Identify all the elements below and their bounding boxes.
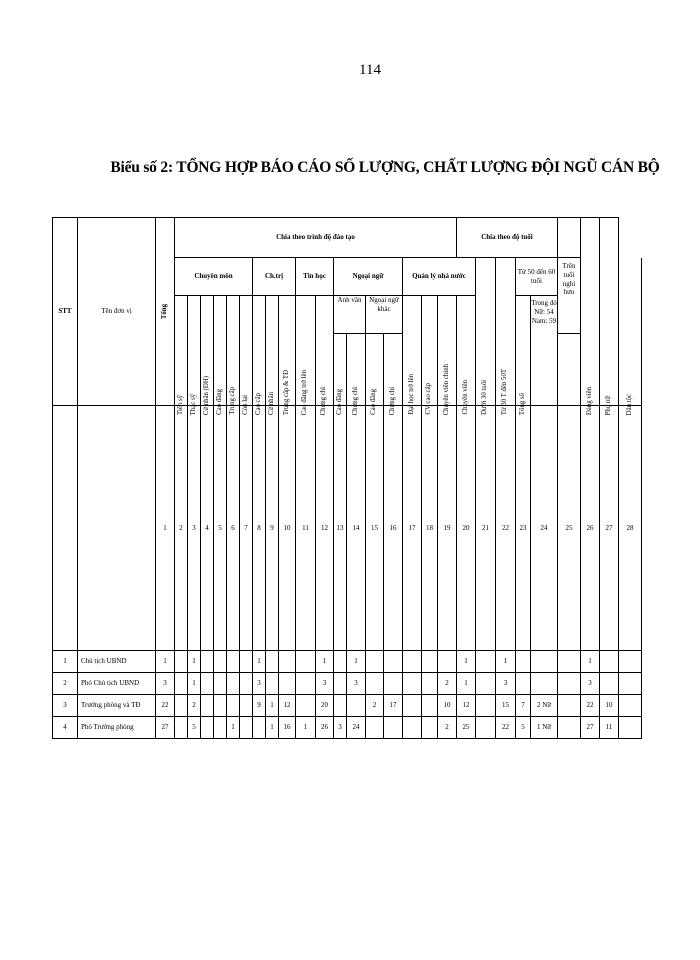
row-cell: 12: [457, 695, 476, 717]
row-cell: [422, 651, 438, 673]
row-cell: [279, 673, 296, 695]
table-row: [53, 651, 642, 673]
col-number: 27: [600, 406, 619, 651]
col-number: 23: [516, 406, 531, 651]
row-unit-name: Phó Chủ tịch UBND: [78, 673, 156, 695]
row-cell: 1: [188, 651, 201, 673]
col-label-dai-hoc-tro-len: Đại học trở lên: [407, 374, 415, 415]
row-cell: 27: [581, 717, 600, 739]
row-cell: [558, 717, 581, 739]
row-cell: 15: [496, 695, 516, 717]
chinh-tri-header: Ch.trị: [253, 258, 296, 296]
row-stt: 3: [53, 695, 78, 717]
col-number: 25: [558, 406, 581, 651]
age-50-60-header: Từ 50 đến 60 tuổi: [516, 258, 558, 296]
col-label-con-lai: Còn lại: [241, 395, 249, 415]
col-label-dan-toc: Dân tộc: [625, 393, 633, 415]
col-label-trung-cap-td: Trung cấp & TĐ: [282, 369, 290, 415]
row-cell: [558, 651, 581, 673]
table-row: [53, 673, 642, 695]
col-number: 4: [201, 406, 214, 651]
row-cell: 1: [227, 717, 240, 739]
col-label-thac-sy: Thạc sỹ: [189, 393, 197, 415]
stt-header: STT: [53, 218, 78, 406]
row-cell: 3: [496, 673, 516, 695]
col-label-av-cao-dang: Cao đẳng: [335, 389, 343, 415]
row-cell: [201, 717, 214, 739]
col-label-cao-dang: Cao đẳng: [215, 389, 223, 415]
row-cell: [619, 695, 642, 717]
row-stt: 4: [53, 717, 78, 739]
col-label-chuyen-vien-chinh: Chuyên viên chính: [442, 363, 450, 415]
col-label-chuyen-vien: Chuyên viên: [461, 380, 469, 415]
col-number: 28: [619, 406, 642, 651]
col-label-cu-nhan-dh: Cử nhân (ĐH): [202, 375, 210, 415]
row-unit-name: Chủ tịch UBND: [78, 651, 156, 673]
row-cell: [201, 651, 214, 673]
row-cell: [531, 673, 558, 695]
row-cell: 1: [581, 651, 600, 673]
row-cell: [175, 673, 188, 695]
row-cell: 1: [188, 673, 201, 695]
row-cell: [214, 717, 227, 739]
row-cell: [347, 695, 366, 717]
row-cell: 3: [347, 673, 366, 695]
total-header: Tổng: [156, 218, 175, 406]
col-number: 8: [253, 406, 266, 651]
row-cell: 20: [316, 695, 334, 717]
row-cell: 1: [347, 651, 366, 673]
row-cell: 3: [156, 673, 175, 695]
training-group-header: Chia theo trình độ đào tạo: [175, 218, 457, 258]
row-cell: [438, 651, 457, 673]
row-stt: 1: [53, 651, 78, 673]
col-number: 19: [438, 406, 457, 651]
row-cell: [227, 695, 240, 717]
row-cell: [175, 717, 188, 739]
row-cell: [296, 695, 316, 717]
row-cell: 7: [516, 695, 531, 717]
col-label-dang-vien: Đảng viên: [585, 386, 593, 415]
chuyen-mon-header: Chuyên môn: [175, 258, 253, 296]
col-number: 6: [227, 406, 240, 651]
unit-name-header: Tên đơn vị: [78, 218, 156, 406]
row-cell: [558, 673, 581, 695]
row-cell: 9: [253, 695, 266, 717]
row-cell: [334, 651, 347, 673]
col-label-tong-so: Tổng số: [518, 392, 526, 415]
row-unit-name: Trưởng phòng và TĐ: [78, 695, 156, 717]
col-number: 26: [581, 406, 600, 651]
row-cell: 1: [253, 651, 266, 673]
row-cell: [296, 673, 316, 695]
row-cell: 3: [334, 717, 347, 739]
row-cell: [175, 695, 188, 717]
row-cell: 26: [316, 717, 334, 739]
row-cell: [253, 717, 266, 739]
quan-ly-header: Quản lý nhà nước: [403, 258, 476, 296]
row-cell: 1 Nữ: [531, 717, 558, 739]
col-number: 18: [422, 406, 438, 651]
row-cell: [266, 673, 279, 695]
row-cell: [175, 651, 188, 673]
row-cell: [422, 695, 438, 717]
table-row: [53, 717, 642, 739]
col-label-tien-sy: Tiến sỹ: [176, 395, 184, 415]
col-number: 17: [403, 406, 422, 651]
row-cell: 3: [581, 673, 600, 695]
row-cell: 2: [188, 695, 201, 717]
row-cell: 5: [188, 717, 201, 739]
col-label-av-chung-chi: Chứng chỉ: [351, 386, 359, 415]
row-cell: [366, 717, 384, 739]
row-cell: 3: [316, 673, 334, 695]
col-number: 1: [156, 406, 175, 651]
row-cell: [201, 695, 214, 717]
row-cell: [214, 673, 227, 695]
row-cell: 1: [296, 717, 316, 739]
row-cell: 2: [438, 717, 457, 739]
col-label-cao-cap: Cao cấp: [254, 392, 262, 415]
col-number: 9: [266, 406, 279, 651]
row-cell: [558, 695, 581, 717]
row-cell: 2: [438, 673, 457, 695]
row-cell: [600, 651, 619, 673]
row-cell: [279, 651, 296, 673]
row-cell: [240, 717, 253, 739]
row-cell: [227, 673, 240, 695]
col-number: 13: [334, 406, 347, 651]
row-cell: 1: [316, 651, 334, 673]
table-row: [53, 695, 642, 717]
row-cell: 27: [156, 717, 175, 739]
row-cell: 1: [266, 717, 279, 739]
row-cell: [201, 673, 214, 695]
col-label-phu-nu: Phụ nữ: [604, 395, 612, 415]
row-cell: [476, 651, 496, 673]
row-cell: [619, 651, 642, 673]
col-number: 24: [531, 406, 558, 651]
col-label-cao-dang-tro-len: Cao đẳng trở lên: [301, 369, 308, 415]
row-cell: 22: [581, 695, 600, 717]
col-number: 15: [366, 406, 384, 651]
row-cell: 12: [279, 695, 296, 717]
age-group-header: Chia theo độ tuổi: [457, 218, 558, 258]
row-cell: 22: [496, 717, 516, 739]
row-cell: [240, 651, 253, 673]
row-cell: [422, 717, 438, 739]
tin-hoc-header: Tin học: [296, 258, 334, 296]
row-cell: 1: [457, 651, 476, 673]
row-cell: [214, 651, 227, 673]
col-number: 3: [188, 406, 201, 651]
row-cell: 1: [457, 673, 476, 695]
row-cell: [600, 673, 619, 695]
col-number: 11: [296, 406, 316, 651]
female-breakdown-header: Trong đó Nữ: 54 Nam: 59: [531, 296, 558, 406]
row-cell: 2 Nữ: [531, 695, 558, 717]
row-cell: [476, 717, 496, 739]
row-cell: [619, 673, 642, 695]
col-number: 20: [457, 406, 476, 651]
col-number: 7: [240, 406, 253, 651]
col-number: 2: [175, 406, 188, 651]
row-cell: 1: [266, 695, 279, 717]
row-cell: [619, 717, 642, 739]
row-cell: [334, 695, 347, 717]
row-cell: [531, 651, 558, 673]
row-stt: 2: [53, 673, 78, 695]
row-cell: 2: [366, 695, 384, 717]
row-cell: [334, 673, 347, 695]
col-number: 10: [279, 406, 296, 651]
row-cell: 24: [347, 717, 366, 739]
report-table: [52, 217, 642, 739]
row-cell: [366, 673, 384, 695]
row-cell: [516, 673, 531, 695]
row-cell: [403, 717, 422, 739]
ngoai-ngu-header: Ngoại ngữ: [334, 258, 403, 296]
row-cell: 1: [496, 651, 516, 673]
col-label-nnk-cao-dang: Cao đẳng: [370, 389, 377, 415]
col-number: 22: [496, 406, 516, 651]
row-unit-name: Phó Trưởng phòng: [78, 717, 156, 739]
row-cell: [422, 673, 438, 695]
row-cell: 10: [438, 695, 457, 717]
row-cell: [366, 651, 384, 673]
page-number: 114: [359, 62, 381, 78]
row-cell: [476, 673, 496, 695]
col-label-nnk-chung-chi: Chứng chỉ: [388, 386, 396, 415]
row-cell: 25: [457, 717, 476, 739]
col-label-cv-cao-cap: CV cao cấp: [425, 383, 432, 415]
row-cell: [403, 651, 422, 673]
row-cell: [227, 651, 240, 673]
anh-van-header: Anh văn: [334, 296, 366, 334]
col-label-duoi-30: Dưới 30 tuổi: [481, 380, 488, 415]
row-cell: 17: [384, 695, 403, 717]
row-cell: [384, 651, 403, 673]
row-cell: [384, 717, 403, 739]
col-number: 12: [316, 406, 334, 651]
row-cell: [384, 673, 403, 695]
col-number: 14: [347, 406, 366, 651]
row-cell: [240, 673, 253, 695]
row-cell: [516, 651, 531, 673]
row-cell: 16: [279, 717, 296, 739]
row-cell: [403, 695, 422, 717]
row-cell: 1: [156, 651, 175, 673]
row-cell: [403, 673, 422, 695]
col-label-trung-cap: Trung cấp: [228, 387, 236, 415]
col-label-chung-chi: Chứng chỉ: [320, 386, 327, 415]
row-cell: 11: [600, 717, 619, 739]
col-label-30-50: Từ 30 T đến 50T: [501, 368, 508, 415]
row-cell: 22: [156, 695, 175, 717]
row-cell: [266, 651, 279, 673]
row-cell: [214, 695, 227, 717]
report-title: Biểu số 2: TỔNG HỢP BÁO CÁO SỐ LƯỢNG, CHẤT LƯỢNG ĐỘI NGŨ CÁN BỘ: [110, 159, 660, 176]
row-cell: [240, 695, 253, 717]
over-retire-header: Trên tuổi nghỉ hưu: [558, 258, 581, 334]
row-cell: 3: [253, 673, 266, 695]
col-label-cu-nhan: Cử nhân: [267, 391, 275, 415]
row-cell: [296, 651, 316, 673]
row-cell: [476, 695, 496, 717]
row-cell: 5: [516, 717, 531, 739]
col-number: 21: [476, 406, 496, 651]
ngoai-ngu-khac-header: Ngoại ngữ khác: [366, 296, 403, 334]
row-cell: 10: [600, 695, 619, 717]
col-number: 5: [214, 406, 227, 651]
col-number: 16: [384, 406, 403, 651]
